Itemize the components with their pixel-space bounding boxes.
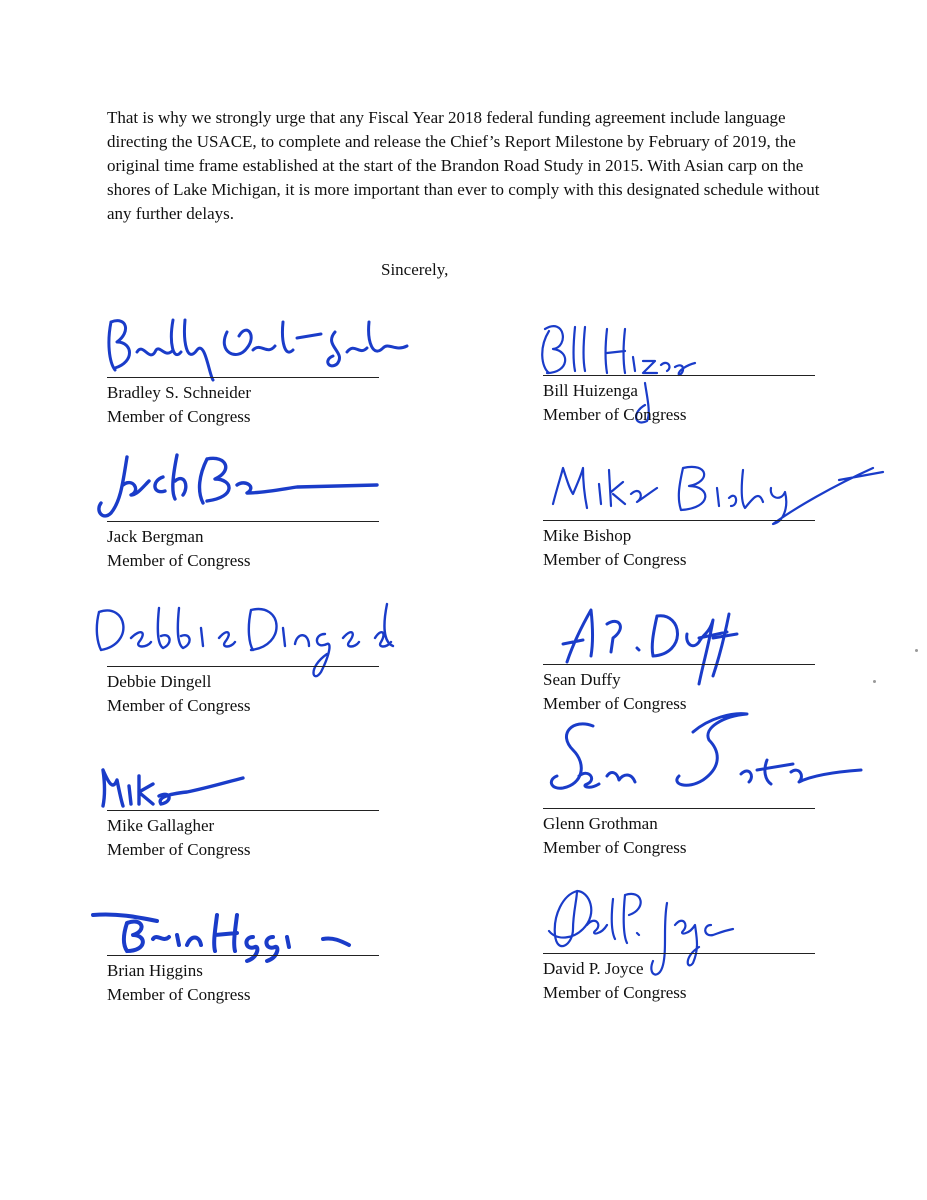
signatory-title: Member of Congress	[107, 407, 251, 426]
signatory-title: Member of Congress	[107, 696, 251, 715]
signatory-name: Jack Bergman	[107, 527, 204, 546]
signature-block-higgins	[107, 905, 397, 1025]
signature-block-dingell	[107, 616, 397, 736]
signatory-title: Member of Congress	[543, 983, 687, 1002]
signature-line	[543, 664, 815, 665]
signature-block-schneider	[107, 327, 397, 447]
signature-grothman	[543, 710, 873, 820]
signature-line	[543, 808, 815, 809]
signature-schneider	[97, 312, 417, 382]
signatory-title: Member of Congress	[543, 405, 687, 424]
signatory-name: Bradley S. Schneider	[107, 383, 251, 402]
signatory-name: David P. Joyce	[543, 959, 644, 978]
signature-bishop	[543, 458, 888, 528]
signatory-name: Debbie Dingell	[107, 672, 212, 691]
signature-line	[107, 666, 379, 667]
signatory-name: Glenn Grothman	[543, 814, 658, 833]
signature-block-grothman	[543, 758, 833, 878]
signature-line	[107, 810, 379, 811]
signature-higgins	[87, 905, 377, 965]
closing-salutation: Sincerely,	[381, 260, 449, 279]
signatory-title: Member of Congress	[543, 694, 687, 713]
signature-line	[107, 955, 379, 956]
signature-block-joyce	[543, 903, 833, 1023]
signature-line	[543, 953, 815, 954]
signature-gallagher	[97, 760, 277, 820]
signatory-title: Member of Congress	[543, 550, 687, 569]
signatory-name: Mike Bishop	[543, 526, 632, 545]
signature-line	[543, 520, 815, 521]
signature-line	[107, 377, 379, 378]
signature-block-bergman	[107, 471, 397, 591]
signatory-title: Member of Congress	[107, 985, 251, 1004]
signature-block-huizenga	[543, 325, 833, 445]
signature-line	[543, 375, 815, 376]
signatory-name: Sean Duffy	[543, 670, 621, 689]
body-paragraph: That is why we strongly urge that any Fiscal Year 2018 federal funding agreement include language directing the USACE, to complete and release the Chief’s Report Milestone by February of 2019, the original time frame established at the start of the Brandon Road Study in 2015. With Asian carp on the shores of Lake Michigan, it is more important than ever to comply with this designated schedule without any further delays.	[107, 108, 820, 223]
signature-block-bishop	[543, 470, 833, 590]
signature-line	[107, 521, 379, 522]
scan-speck	[915, 649, 918, 652]
signatory-title: Member of Congress	[543, 838, 687, 857]
signature-bergman	[87, 451, 407, 531]
signatory-name: Bill Huizenga	[543, 381, 638, 400]
signatory-title: Member of Congress	[107, 551, 251, 570]
signatory-name: Mike Gallagher	[107, 816, 215, 835]
signature-block-gallagher	[107, 760, 397, 880]
signatory-title: Member of Congress	[107, 840, 251, 859]
signatory-name: Brian Higgins	[107, 961, 203, 980]
scan-speck	[873, 680, 876, 683]
